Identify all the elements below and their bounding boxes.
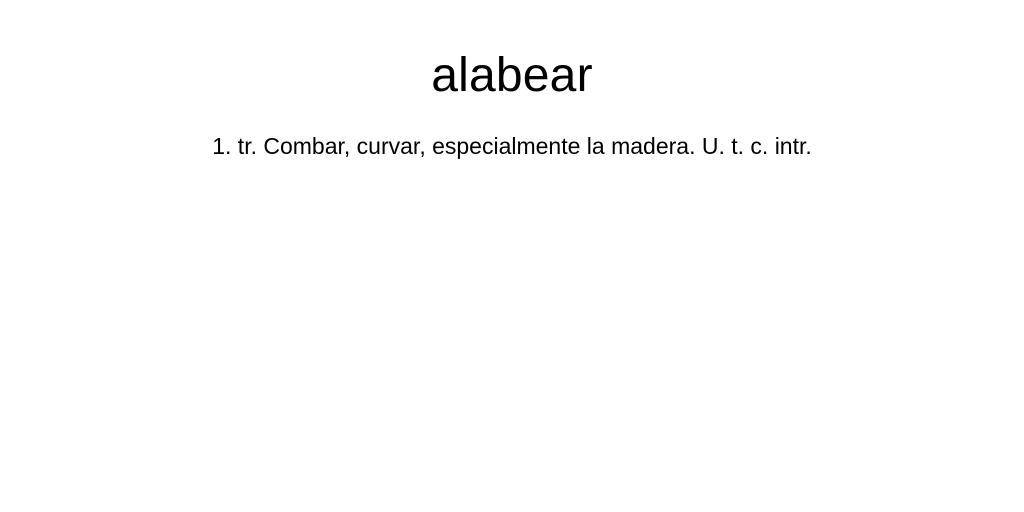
entry-definition: 1. tr. Combar, curvar, especialmente la madera. U. t. c. intr.	[212, 133, 812, 159]
entry-headword: alabear	[431, 49, 593, 102]
